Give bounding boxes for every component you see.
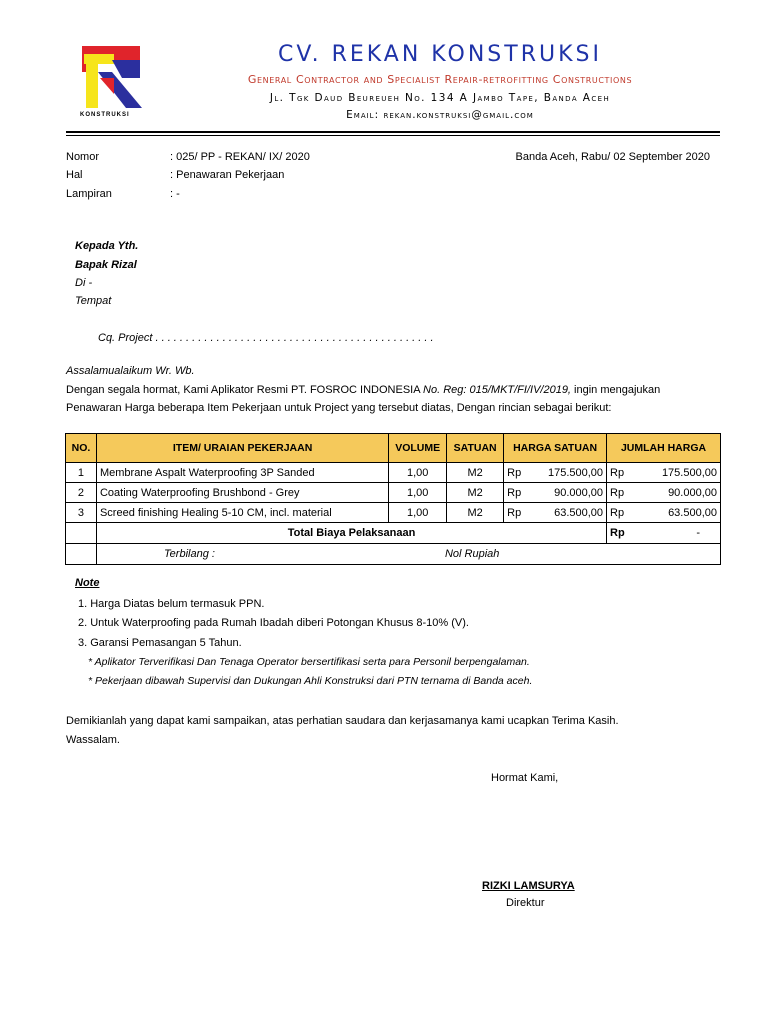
note-item-3: 3. Garansi Pemasangan 5 Tahun.: [78, 637, 242, 649]
note-star-1: * Aplikator Terverifikasi Dan Tenaga Operator bersertifikasi serta para Personil berpengalaman.: [88, 656, 530, 668]
terbilang-blank-cell: [66, 544, 97, 565]
signer-name: RIZKI LAMSURYA: [482, 880, 575, 892]
nomor-value: : 025/ PP - REKAN/ IX/ 2020: [170, 151, 310, 163]
header-harga-satuan: HARGA SATUAN: [504, 434, 607, 463]
company-email: Email: rekan.konstruksi@gmail.com: [346, 109, 534, 121]
row-satuan: M2: [447, 463, 504, 483]
nomor-label: Nomor: [66, 151, 100, 163]
header-item: ITEM/ URAIAN PEKERJAAN: [96, 434, 388, 463]
note-item-2: 2. Untuk Waterproofing pada Rumah Ibadah diberi Potongan Khusus 8-10% (V).: [78, 617, 469, 629]
total-blank-cell: [66, 523, 97, 544]
header-satuan: SATUAN: [447, 434, 504, 463]
closing-line-1: Demikianlah yang dapat kami sampaikan, atas perhatian saudara dan kerjasamanya kami ucapkan Terima Kasih.: [66, 715, 619, 727]
row-jumlah-currency: Rp: [607, 463, 637, 483]
recipient-line-3: Di -: [75, 277, 93, 289]
row-no: 3: [66, 503, 97, 523]
row-jumlah: 175.500,00: [637, 463, 721, 483]
row-jumlah: 90.000,00: [637, 483, 721, 503]
paragraph-2: Penawaran Harga beberapa Item Pekerjaan untuk Project yang tersebut diatas, Dengan rincian sebagai berikut:: [66, 402, 612, 414]
row-volume: 1,00: [389, 503, 447, 523]
terbilang-value: Nol Rupiah: [444, 548, 500, 560]
header-rule-thick: [66, 131, 720, 133]
row-harga-currency: Rp: [504, 503, 534, 523]
row-jumlah-currency: Rp: [607, 503, 637, 523]
recipient-line-4: Tempat: [75, 295, 112, 307]
table-row: [66, 503, 721, 523]
row-item: Membrane Aspalt Waterproofing 3P Sanded: [96, 463, 388, 483]
terbilang-label: Terbilang :: [163, 548, 215, 560]
table-header-row: [66, 434, 721, 463]
pricing-table: [65, 433, 721, 565]
total-row: [66, 523, 721, 544]
terbilang-row: [66, 544, 721, 565]
note-title: Note: [75, 577, 100, 589]
closing-line-2: Wassalam.: [66, 734, 120, 746]
hal-value: : Penawaran Pekerjaan: [170, 169, 285, 181]
company-address: Jl. Tgk Daud Beureueh No. 134 A Jambo Tape, Banda Aceh: [269, 92, 611, 104]
registration-number: No. Reg: 015/MKT/FI/IV/2019,: [423, 384, 571, 396]
table-row: [66, 483, 721, 503]
row-no: 2: [66, 483, 97, 503]
row-satuan: M2: [447, 503, 504, 523]
header-rule-thin: [66, 135, 720, 136]
recipient-line-1: Kepada Yth.: [75, 240, 139, 252]
row-harga: 175.500,00: [534, 463, 607, 483]
note-star-2: * Pekerjaan dibawah Supervisi dan Dukungan Ahli Konstruksi dari PTN ternama di Banda aceh.: [88, 675, 533, 687]
row-no: 1: [66, 463, 97, 483]
total-currency: Rp: [607, 523, 637, 544]
company-tagline: General Contractor and Specialist Repair-retrofitting Constructions: [247, 73, 633, 86]
header-no: NO.: [66, 434, 97, 463]
total-value: -: [637, 523, 721, 544]
logo-r-mark: [78, 42, 146, 122]
row-volume: 1,00: [389, 463, 447, 483]
hal-label: Hal: [66, 169, 83, 181]
row-harga-currency: Rp: [504, 483, 534, 503]
row-satuan: M2: [447, 483, 504, 503]
recipient-line-2: Bapak Rizal: [75, 259, 137, 271]
row-harga: 90.000,00: [534, 483, 607, 503]
header-volume: VOLUME: [389, 434, 447, 463]
signer-title: Direktur: [506, 897, 545, 909]
logo-text: KONSTRUKSI: [80, 112, 130, 118]
company-logo: [78, 42, 146, 122]
paragraph-1-start: Dengan segala hormat, Kami Aplikator Resmi PT. FOSROC INDONESIA: [66, 384, 424, 396]
total-label: Total Biaya Pelaksanaan: [96, 523, 606, 544]
terbilang-cell: [96, 544, 720, 565]
lampiran-value: : -: [170, 188, 180, 200]
row-jumlah-currency: Rp: [607, 483, 637, 503]
row-item: Coating Waterproofing Brushbond - Grey: [96, 483, 388, 503]
regards: Hormat Kami,: [491, 772, 559, 784]
paragraph-1: [66, 384, 660, 396]
project-line: Cq. Project . . . . . . . . . . . . . . . . . . . . . . . . . . . . . . . . . . . . . . . . . . . . . .: [98, 332, 434, 344]
letter-date: Banda Aceh, Rabu/ 02 September 2020: [515, 151, 710, 163]
header-jumlah-harga: JUMLAH HARGA: [607, 434, 721, 463]
paragraph-1-end: ingin mengajukan: [571, 384, 661, 396]
table-row: [66, 463, 721, 483]
row-item: Screed finishing Healing 5-10 CM, incl. material: [96, 503, 388, 523]
company-name: CV. REKAN KONSTRUKSI: [278, 42, 602, 67]
lampiran-label: Lampiran: [66, 188, 112, 200]
row-jumlah: 63.500,00: [637, 503, 721, 523]
row-harga-currency: Rp: [504, 463, 534, 483]
row-volume: 1,00: [389, 483, 447, 503]
note-item-1: 1. Harga Diatas belum termasuk PPN.: [78, 598, 265, 610]
greeting: Assalamualaikum Wr. Wb.: [66, 365, 195, 377]
row-harga: 63.500,00: [534, 503, 607, 523]
